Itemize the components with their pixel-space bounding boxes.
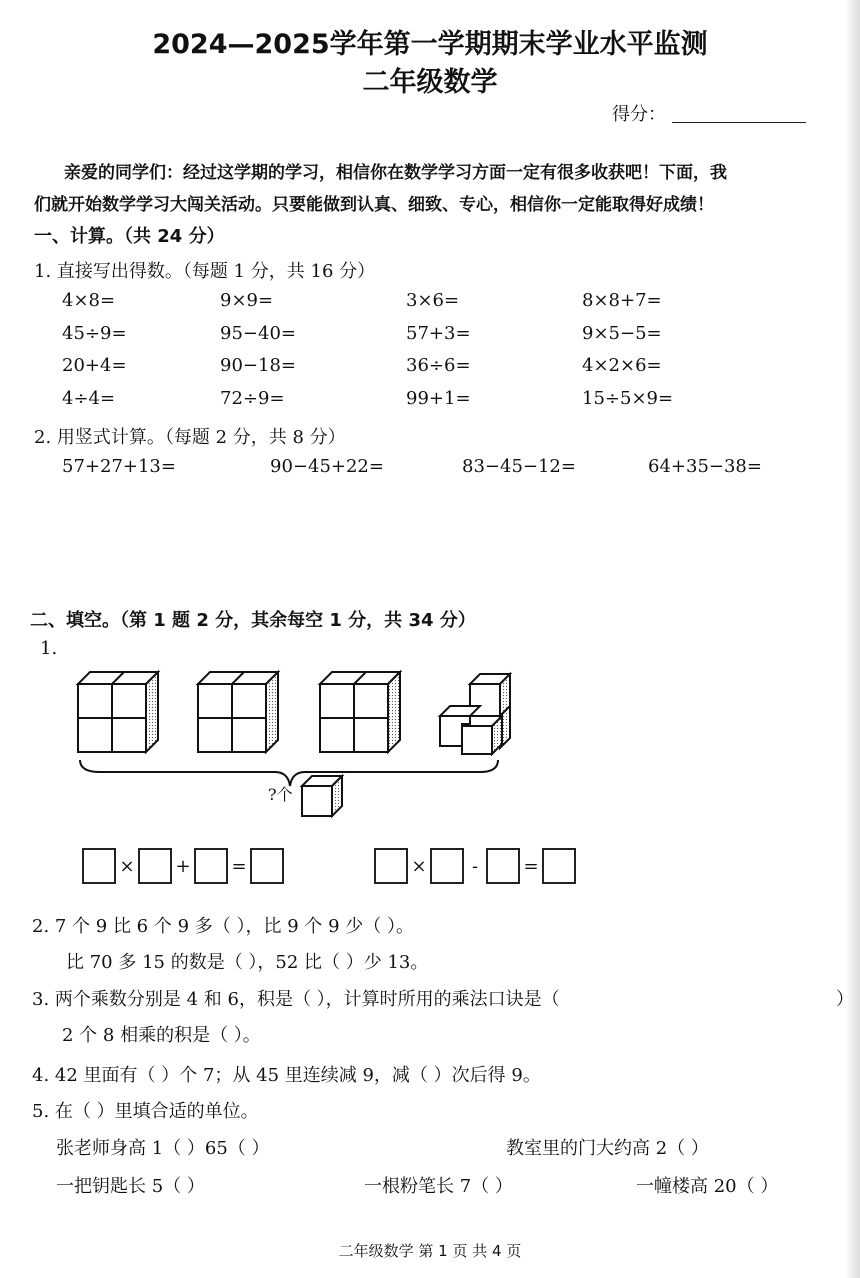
score-label: 得分： bbox=[612, 104, 666, 125]
unit-item[interactable]: 一把钥匙长 5（ ） bbox=[56, 1176, 205, 1197]
section2-heading: 二、填空。（第 1 题 2 分，其余每空 1 分，共 34 分） bbox=[30, 610, 476, 631]
vertical-calc-item[interactable]: 57+27+13= bbox=[62, 456, 176, 477]
operator: = bbox=[231, 855, 247, 877]
s2-q2-line1: 2. 7 个 9 比 6 个 9 多（ ），比 9 个 9 少（ ）。 bbox=[32, 916, 414, 937]
page-footer: 二年级数学 第 1 页 共 4 页 bbox=[338, 1242, 522, 1260]
s2-q3-line1: 3. 两个乘数分别是 4 和 6，积是（ ），计算时所用的乘法口诀是（ bbox=[32, 989, 560, 1010]
calc-item[interactable]: 3×6= bbox=[406, 290, 460, 311]
cube-stack-3 bbox=[320, 672, 400, 752]
equation-2 bbox=[374, 848, 576, 888]
calc-row-1 bbox=[62, 290, 822, 320]
vertical-calc-item[interactable]: 90−45+22= bbox=[270, 456, 384, 477]
calc-item[interactable]: 4÷4= bbox=[62, 388, 116, 409]
unit-item[interactable]: 教室里的门大约高 2（ ） bbox=[506, 1138, 709, 1159]
calc-item[interactable]: 15÷5×9= bbox=[582, 388, 674, 409]
cubes-illustration bbox=[70, 664, 540, 824]
answer-box[interactable] bbox=[250, 848, 284, 884]
calc-item[interactable]: 4×2×6= bbox=[582, 355, 662, 376]
calc-item[interactable]: 20+4= bbox=[62, 355, 127, 376]
operator: - bbox=[471, 855, 479, 877]
operator: = bbox=[523, 855, 539, 877]
calc-item[interactable]: 99+1= bbox=[406, 388, 471, 409]
score-blank[interactable] bbox=[672, 122, 806, 123]
s2-q3-line2: 2 个 8 相乘的积是（ ）。 bbox=[62, 1025, 261, 1046]
exam-title: 2024—2025学年第一学期期末学业水平监测 bbox=[152, 29, 708, 60]
answer-box[interactable] bbox=[138, 848, 172, 884]
calc-item[interactable]: 4×8= bbox=[62, 290, 116, 311]
vertical-calc-row bbox=[62, 456, 822, 486]
s2-q1-label: 1. bbox=[40, 638, 58, 659]
calc-item[interactable]: 57+3= bbox=[406, 323, 471, 344]
operator: × bbox=[411, 855, 427, 877]
answer-box[interactable] bbox=[542, 848, 576, 884]
intro-line-2: 们就开始数学学习大闯关活动。只要能做到认真、细致、专心，相信你一定能取得好成绩！ bbox=[34, 195, 714, 215]
s2-q5-label: 5. 在（ ）里填合适的单位。 bbox=[32, 1101, 259, 1122]
answer-box[interactable] bbox=[82, 848, 116, 884]
calc-item[interactable]: 9×5−5= bbox=[582, 323, 662, 344]
s2-q2-line2: 比 70 多 15 的数是（ ），52 比（ ）少 13。 bbox=[66, 952, 429, 973]
operator: + bbox=[175, 855, 191, 877]
vertical-calc-item[interactable]: 64+35−38= bbox=[648, 456, 762, 477]
s2-q4-line1: 4. 42 里面有（ ）个 7；从 45 里连续减 9，减（ ）次后得 9。 bbox=[32, 1065, 541, 1086]
unit-item[interactable]: 一根粉笔长 7（ ） bbox=[364, 1176, 513, 1197]
calc-item[interactable]: 45÷9= bbox=[62, 323, 127, 344]
page-edge-shadow bbox=[846, 0, 860, 1278]
calc-item[interactable]: 72÷9= bbox=[220, 388, 285, 409]
cube-stack-4 bbox=[440, 674, 510, 754]
answer-box[interactable] bbox=[430, 848, 464, 884]
calc-item[interactable]: 90−18= bbox=[220, 355, 296, 376]
exam-subtitle: 二年级数学 bbox=[362, 67, 498, 98]
answer-box[interactable] bbox=[486, 848, 520, 884]
intro-line-1: 亲爱的同学们：经过这学期的学习，相信你在数学学习方面一定有很多收获吧！下面，我 bbox=[64, 163, 727, 183]
calc-row-3 bbox=[62, 355, 822, 385]
operator: × bbox=[119, 855, 135, 877]
s2-q3-line1-end: ） bbox=[836, 989, 854, 1010]
s1-q1-label: 1. 直接写出得数。（每题 1 分，共 16 分） bbox=[34, 261, 376, 282]
answer-box[interactable] bbox=[374, 848, 408, 884]
brace-label: ?个 bbox=[268, 785, 293, 804]
calc-row-4 bbox=[62, 388, 822, 418]
s1-q2-label: 2. 用竖式计算。（每题 2 分，共 8 分） bbox=[34, 427, 346, 448]
vertical-calc-item[interactable]: 83−45−12= bbox=[462, 456, 576, 477]
single-cube bbox=[302, 776, 342, 816]
cube-stack-1 bbox=[78, 672, 158, 752]
calc-item[interactable]: 8×8+7= bbox=[582, 290, 662, 311]
section1-heading: 一、计算。（共 24 分） bbox=[34, 226, 225, 247]
calc-item[interactable]: 36÷6= bbox=[406, 355, 471, 376]
calc-item[interactable]: 9×9= bbox=[220, 290, 274, 311]
calc-row-2 bbox=[62, 323, 822, 353]
calc-item[interactable]: 95−40= bbox=[220, 323, 296, 344]
unit-item[interactable]: 一幢楼高 20（ ） bbox=[636, 1176, 779, 1197]
equation-1 bbox=[82, 848, 284, 888]
answer-box[interactable] bbox=[194, 848, 228, 884]
unit-item[interactable]: 张老师身高 1（ ）65（ ） bbox=[56, 1138, 270, 1159]
cube-stack-2 bbox=[198, 672, 278, 752]
